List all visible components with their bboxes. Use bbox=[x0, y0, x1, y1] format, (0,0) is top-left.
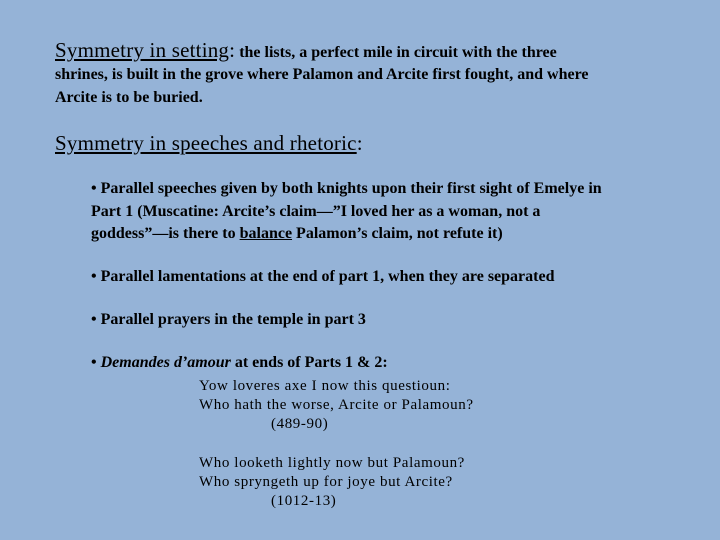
quote-2-ref: (1012-13) bbox=[271, 493, 337, 509]
bullet-1-text-b: Palamon’s claim, not refute it) bbox=[292, 225, 503, 242]
speeches-heading-line bbox=[55, 131, 363, 156]
bullet-4 bbox=[91, 354, 388, 372]
setting-text-1: the lists, a perfect mile in circuit with the three bbox=[235, 44, 557, 61]
quote-1-line-2: Who hath the worse, Arcite or Palamoun? bbox=[199, 397, 474, 413]
balance-word: balance bbox=[239, 225, 293, 242]
bullet-1-text-a: goddess”—is there to bbox=[91, 225, 240, 242]
setting-colon: : bbox=[229, 38, 236, 62]
speeches-colon: : bbox=[356, 131, 363, 155]
setting-line-2: shrines, is built in the grove where Palamon and Arcite first fought, and where bbox=[55, 66, 589, 83]
quote-2-line-2: Who spryngeth up for joye but Arcite? bbox=[199, 474, 453, 490]
setting-line-1 bbox=[55, 38, 557, 63]
demandes-damour: Demandes d’amour bbox=[100, 354, 231, 371]
setting-heading: Symmetry in setting bbox=[55, 38, 230, 62]
quote-1-ref: (489-90) bbox=[271, 416, 329, 432]
bullet-1-line-3 bbox=[91, 225, 503, 243]
quote-1-line-1: Yow loveres axe I now this questioun: bbox=[199, 378, 451, 394]
speeches-heading: Symmetry in speeches and rhetoric bbox=[55, 131, 357, 155]
bullet-1-line-1: • Parallel speeches given by both knights upon their first sight of Emelye in bbox=[91, 180, 602, 197]
bullet-3: • Parallel prayers in the temple in part 3 bbox=[91, 311, 366, 328]
bullet-4-marker: • bbox=[91, 354, 101, 371]
bullet-4-rest: at ends of Parts 1 & 2: bbox=[230, 354, 388, 371]
setting-line-3: Arcite is to be buried. bbox=[55, 89, 203, 106]
quote-2-line-1: Who looketh lightly now but Palamoun? bbox=[199, 455, 465, 471]
bullet-1-line-2: Part 1 (Muscatine: Arcite’s claim—”I loved her as a woman, not a bbox=[91, 203, 541, 220]
bullet-2: • Parallel lamentations at the end of part 1, when they are separated bbox=[91, 268, 555, 285]
